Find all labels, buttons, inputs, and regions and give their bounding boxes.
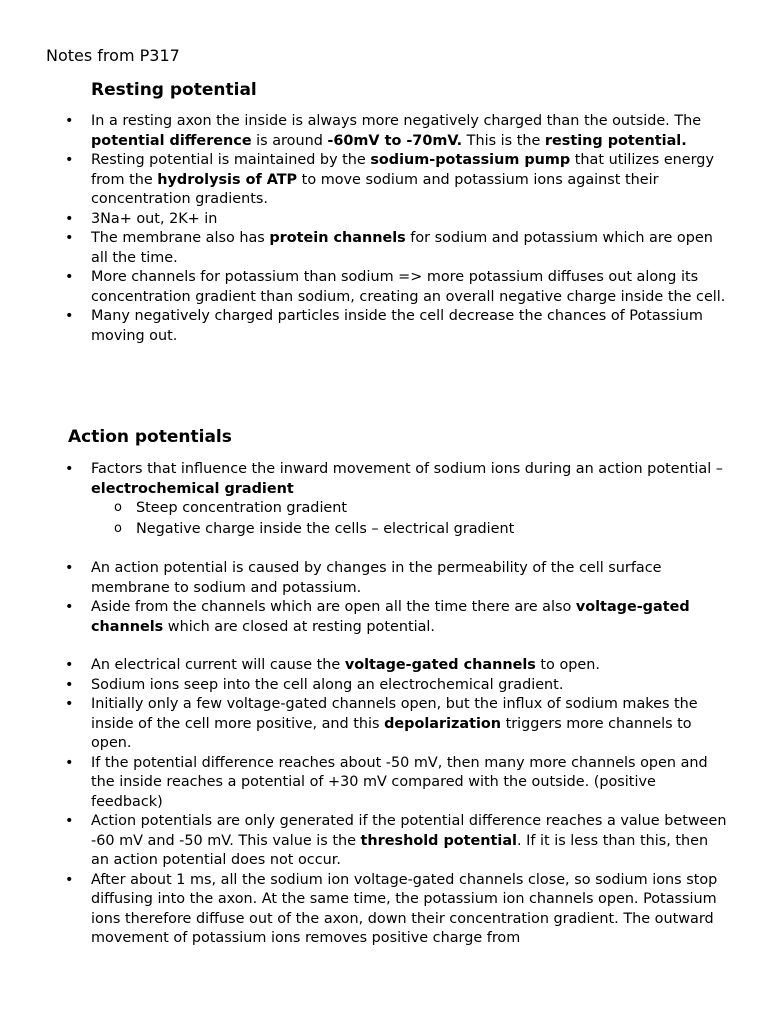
bullet-marker: •	[65, 230, 74, 246]
bullet-marker: •	[65, 813, 74, 829]
text-run: Many negatively charged particles inside the cell decrease the chances of Potassium moving out.	[91, 308, 703, 344]
text-run: The membrane also has	[91, 230, 270, 246]
bold-text: -60mV to -70mV.	[327, 132, 463, 149]
list-item	[0, 695, 768, 754]
bold-text: protein channels	[269, 230, 406, 246]
bullet-marker: •	[65, 210, 74, 227]
bold-text: voltage-gated channels	[344, 657, 536, 673]
bold-text: depolarization	[384, 715, 502, 732]
sub-list-item	[0, 519, 514, 540]
text-run: which are closed at resting potential.	[163, 618, 435, 635]
text-run: . If it is less than this, then an action potential does not occur.	[91, 832, 709, 868]
text-run: to move sodium and potassium ions against their concentration gradients.	[91, 171, 659, 207]
list-item	[0, 229, 768, 268]
text-run: An action potential is caused by changes in the permeability of the cell surface membrane to sodium and potassium.	[91, 560, 662, 596]
bold-text: sodium-potassium pump	[370, 152, 571, 168]
resting-potential-list	[0, 112, 768, 346]
bold-text: potential difference	[91, 132, 252, 149]
list-item	[0, 268, 768, 307]
text-run: An electrical current will cause the	[91, 657, 345, 673]
text-run: Sodium ions seep into the cell along an electrochemical gradient.	[91, 676, 564, 693]
document-title: Notes from P317	[46, 46, 180, 65]
text-run: that utilizes energy from the	[91, 152, 714, 188]
text-run: After about 1 ms, all the sodium ion voltage-gated channels close, so sodium ions stop diffusing into the axon. At the same time, the potassium ion channels open. Potassium ions therefore diffuse out of the axon, down their concentration gradient. The outward movement of potassium ions removes positive charge from	[91, 871, 718, 946]
bold-text: resting potential.	[544, 132, 687, 149]
bullet-marker: •	[65, 676, 74, 693]
heading-resting-potential: Resting potential	[91, 80, 257, 100]
text-run: Factors that influence the inward movement of sodium ions during an action potential –	[91, 461, 723, 477]
action-permeability-list	[0, 559, 768, 637]
list-item	[0, 598, 768, 637]
bullet-marker: •	[65, 871, 74, 888]
bullet-marker: •	[65, 308, 74, 324]
text-run: Negative charge inside the cells – electrical gradient	[136, 520, 515, 537]
bullet-marker: •	[65, 657, 74, 673]
bold-text: voltage-gated channels	[91, 599, 690, 635]
text-run: 3Na+ out, 2K+ in	[91, 210, 218, 227]
bullet-marker: •	[65, 152, 74, 168]
list-item	[0, 151, 768, 210]
text-run: is around	[251, 132, 328, 149]
action-factors-sublist	[0, 498, 514, 539]
bullet-marker: •	[65, 113, 74, 129]
text-run: Initially only a few voltage-gated channels open, but the influx of sodium makes the inside of the cell more positive, and this	[91, 696, 698, 732]
text-run: triggers more channels to open.	[91, 715, 692, 751]
text-run: Steep concentration gradient	[136, 500, 348, 516]
bullet-marker: •	[65, 461, 74, 477]
text-run: More channels for potassium than sodium => more potassium diffuses out along its concentration gradient than sodium, creating an overall negative charge inside the cell.	[91, 269, 726, 305]
bullet-marker: •	[65, 269, 74, 285]
text-run: to open.	[535, 657, 600, 673]
bullet-marker: •	[65, 560, 74, 576]
action-factors-list	[0, 460, 768, 499]
list-item	[0, 871, 768, 949]
heading-action-potentials: Action potentials	[68, 427, 232, 447]
list-item	[0, 112, 768, 151]
list-item	[0, 559, 768, 598]
bold-text: threshold potential	[360, 832, 517, 849]
text-run: for sodium and potassium which are open all the time.	[91, 230, 713, 266]
bold-text: electrochemical gradient	[91, 480, 294, 497]
sub-bullet-marker: o	[114, 500, 122, 515]
text-run: Aside from the channels which are open all the time there are also	[91, 599, 576, 615]
text-run: Action potentials are only generated if the potential difference reaches a value between -60 mV and -50 mV. This value is the	[91, 813, 727, 849]
list-item	[0, 656, 768, 676]
bullet-marker: •	[65, 599, 74, 615]
list-item	[0, 460, 768, 499]
bullet-marker: •	[65, 754, 74, 771]
action-mechanism-list	[0, 656, 768, 949]
text-run: In a resting axon the inside is always more negatively charged than the outside. The	[91, 113, 702, 129]
list-item	[0, 307, 768, 346]
list-item	[0, 676, 768, 696]
bold-text: hydrolysis of ATP	[157, 171, 298, 188]
text-run: This is the	[462, 132, 545, 149]
bullet-marker: •	[65, 696, 74, 712]
list-item	[0, 210, 768, 230]
list-item	[0, 812, 768, 871]
text-run: Resting potential is maintained by the	[91, 152, 371, 168]
list-item	[0, 754, 768, 813]
text-run: If the potential difference reaches about -50 mV, then many more channels open and the inside reaches a potential of +30 mV compared with the outside. (positive feedback)	[91, 754, 708, 810]
sub-bullet-marker: o	[114, 520, 122, 536]
sub-list-item	[0, 498, 514, 519]
